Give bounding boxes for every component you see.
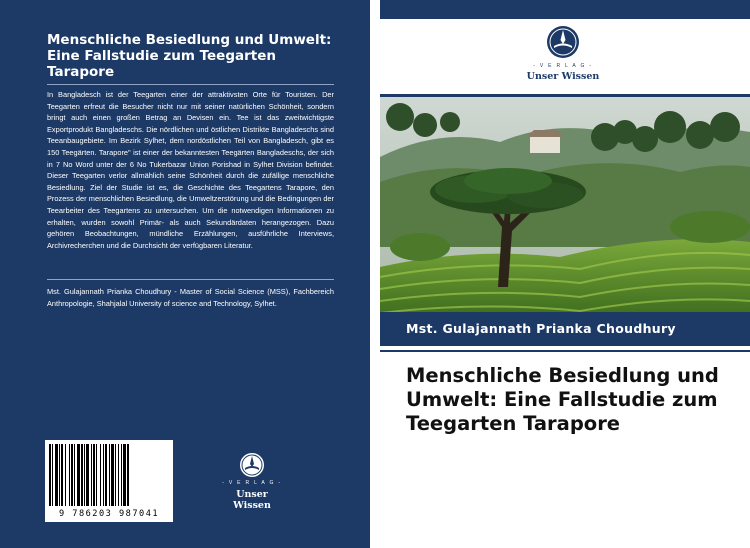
publisher-logo <box>220 452 284 511</box>
divider <box>380 350 750 352</box>
verlag-label: - V E R L A G - <box>533 63 593 69</box>
tea-garden-image <box>380 97 750 312</box>
isbn-number: 9 786203 987041 <box>58 509 160 519</box>
spine <box>370 0 380 548</box>
front-cover <box>380 0 750 548</box>
front-cover-title: Menschliche Besiedlung und Umwelt: Eine Fallstudie zum Teegarten Tarapore <box>406 364 719 435</box>
publisher-name: Unser Wissen <box>233 489 271 511</box>
publisher-name: Unser Wissen <box>526 71 600 82</box>
barcode <box>45 440 173 522</box>
barcode-bars <box>49 444 169 506</box>
book-pen-icon <box>239 452 265 478</box>
cover-photo <box>380 94 750 312</box>
author-bio: Mst. Gulajannath Prianka Choudhury - Master of Social Science (MSS), Fachbereich Anthropologie, Shahjalal University of science and Technology, Sylhet. <box>47 287 334 308</box>
book-blurb: In Bangladesch ist der Teegarten einer der attraktivsten Orte für Touristen. Der Teegarten erfreut die Besucher nicht nur mit seiner natürlichen Schönheit, sondern bringt auch einen großen Betrag an Devisen ein. Tee ist das zweitwichtigste Exportprodukt Bangladeschs. Die nördlichen und östlichen Distrikte Bangladeschs sind Teeanbaugebiete. Im Bezirk Sylhet, dem nordöstlichen Teil von Bangladesch, gibt es 150 Teegärten. Tarapore" ist einer der bekanntesten Teegärten Bangladeschs, der sich in 7 No Word unter der 6 No Tukerbazar Union Porishad in Sylhet Division befindet. Dieser Teegarten verlor allmählich seine Schönheit durch die zufällige menschliche Besiedlung. Ziel der Studie ist es, die Geschichte des Teegartens Tarapore, den Prozess der menschlichen Besiedlung, die Umweltzerstörung und die Bedingungen der Teearbeiter des Teegartens zu untersuchen. Um die notwendigen Informationen zu erhalten, wurden sowohl Primär- als auch Sekundärdaten herangezogen. Dazu gehören Beobachtungen, mündliche Erzählungen, ausführliche Interviews, Archivrecherchen und die Durchsicht der verfügbaren Literatur. <box>47 90 334 250</box>
book-pen-icon <box>546 25 580 59</box>
divider <box>47 84 334 85</box>
verlag-label: - V E R L A G - <box>222 480 282 486</box>
publisher-logo <box>520 25 606 85</box>
top-bar <box>380 0 750 19</box>
back-cover-title: Menschliche Besiedlung und Umwelt: Eine Fallstudie zum Teegarten Tarapore <box>47 32 332 80</box>
front-author: Mst. Gulajannath Prianka Choudhury <box>380 312 750 346</box>
back-cover <box>0 0 370 548</box>
divider <box>47 279 334 280</box>
